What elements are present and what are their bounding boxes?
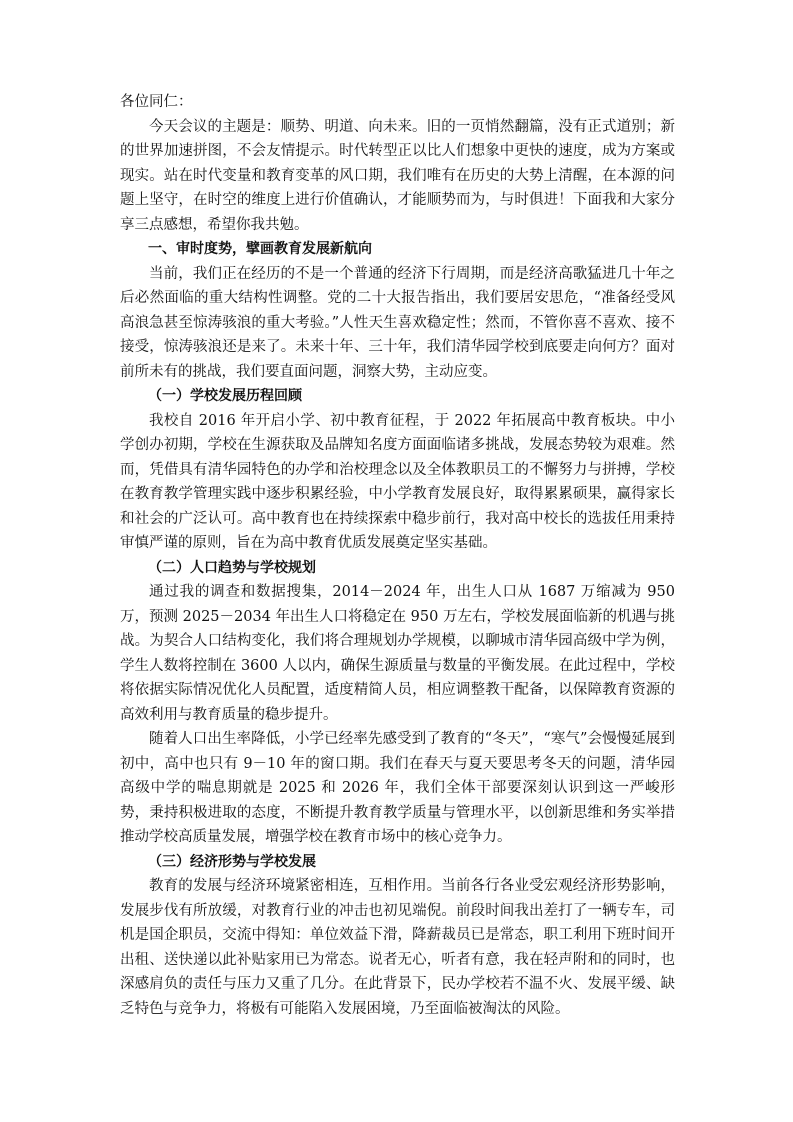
document-page — [120, 90, 675, 1021]
section-1-paragraph: 当前，我们正在经历的不是一个普通的经济下行周期，而是经济高歌猛进几十年之后必然面临的重大结构性调整。党的二十大报告指出，我们要居安思危，“准备经受风高浪急甚至惊涛骇浪的重大考验。”人性天生喜欢稳定性；然而，不管你喜不喜欢、接不接受，惊涛骇浪还是来了。未来十年、三十年，我们清华园学校到底要走向何方？面对前所未有的挑战，我们要直面问题，洞察大势，主动应变。 — [120, 265, 675, 380]
subsection-3-heading: （三）经济形势与学校发展 — [148, 853, 316, 870]
subsection-3-paragraph: 教育的发展与经济环境紧密相连，互相作用。当前各行各业受宏观经济形势影响，发展步伐有所放缓，对教育行业的冲击也初见端倪。前段时间我出差打了一辆专车，司机是国企职员，交流中得知：单位效益下滑，降薪裁员已是常态，职工利用下班时间开出租、送快递以此补贴家用已为常态。说者无心，听者有意，我在轻声附和的同时，也深感肩负的责任与压力又重了几分。在此背景下，民办学校若不温不火、发展平缓、缺乏特色与竞争力，将极有可能陷入发展困境，乃至面临被淘汰的风险。 — [120, 878, 675, 1017]
subsection-1-paragraph: 我校自 2016 年开启小学、初中教育征程，于 2022 年拓展高中教育板块。中小学创办初期，学校在生源获取及品牌知名度方面面临诸多挑战，发展态势较为艰难。然而，凭借具有清华园特色的办学和治校理念以及全体教职员工的不懈努力与拼搏，学校在教育教学管理实践中逐步积累经验，中小学教育发展良好，取得累累硕果，赢得家长和社会的广泛认可。高中教育也在持续探索中稳步前行，我对高中校长的选拔任用秉持审慎严谨的原则，旨在为高中教育优质发展奠定坚实基础。 — [120, 412, 675, 551]
subsection-2-paragraph-2: 随着人口出生率降低，小学已经率先感受到了教育的“冬天”，“寒气”会慢慢延展到初中，高中也只有 9－10 年的窗口期。我们在春天与夏天要思考冬天的问题，清华园高级中学的喘息期就是 2025 和 2026 年，我们全体干部要深刻认识到这一严峻形势，秉持积极进取的态度，不断提升教育教学质量与管理水平，以创新思维和务实举措推动学校高质量发展，增强学校在教育市场中的核心竞争力。 — [120, 731, 675, 845]
salutation: 各位同仁： — [120, 94, 193, 110]
subsection-1-heading: （一）学校发展历程回顾 — [148, 388, 302, 404]
subsection-2-heading: （二）人口趋势与学校规划 — [148, 559, 316, 576]
subsection-2-paragraph-1: 通过我的调查和数据搜集，2014－2024 年，出生人口从 1687 万缩减为 950 万，预测 2025－2034 年出生人口将稳定在 950 万左右，学校发展面临新的机遇与挑战。为契合人口结构变化，我们将合理规划办学规模，以聊城市清华园高级中学为例，学生人数将控制在 3600 人以内，确保生源质量与数量的平衡发展。在此过程中，学校将依据实际情况优化人员配置，适度精简人员，相应调整教干配备，以保障教育资源的高效利用与教育质量的稳步提升。 — [120, 584, 675, 723]
intro-paragraph: 今天会议的主题是：顺势、明道、向未来。旧的一页悄然翻篇，没有正式道别；新的世界加速拼图，不会友情提示。时代转型正以比人们想象中更快的速度，成为方案或现实。站在时代变量和教育变革的风口期，我们唯有在历史的大势上清醒，在本源的问题上坚守，在时空的维度上进行价值确认，才能顺势而为，与时俱进！下面我和大家分享三点感想，希望你我共勉。 — [120, 118, 675, 233]
section-1-heading: 一、审时度势，擘画教育发展新航向 — [148, 241, 372, 257]
